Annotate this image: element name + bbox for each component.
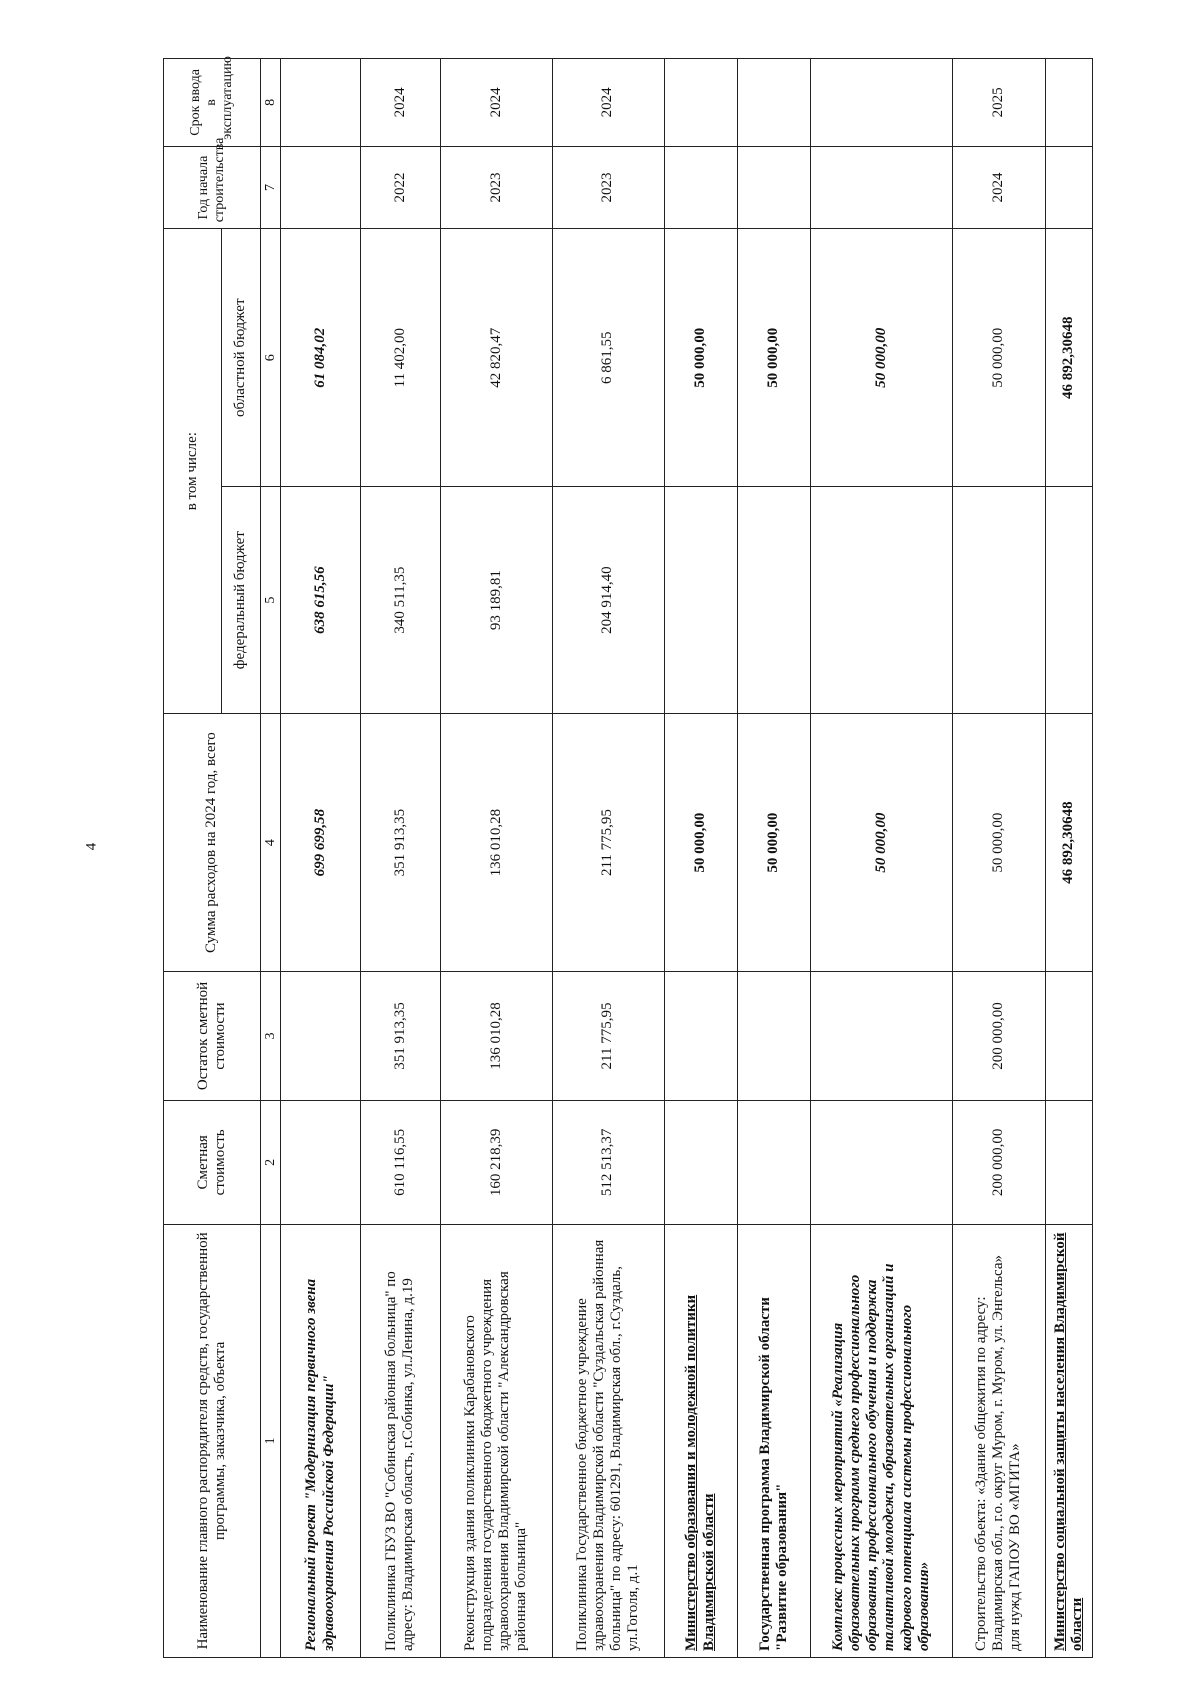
row-estimated-cost: 160 218,39 xyxy=(440,1100,552,1224)
row-name: Региональный проект "Модернизация первичного звена здравоохранения Российской Федерации" xyxy=(281,1224,361,1657)
column-number: 6 xyxy=(260,229,281,487)
row-name: Комплекс процессных мероприятий «Реализация образовательных программ среднего профессионального образования, профессионального обучения и поддержка талантливой молодежи, образовательных организаций и кадрового потенциала системы профессионального образования» xyxy=(810,1224,952,1657)
row-remaining-cost xyxy=(737,972,810,1101)
row-total-2024: 50 000,00 xyxy=(664,714,737,972)
row-regional-budget: 42 820,47 xyxy=(440,229,552,487)
row-regional-budget: 6 861,55 xyxy=(552,229,664,487)
row-federal-budget xyxy=(953,487,1046,714)
row-commissioning-year: 2024 xyxy=(552,59,664,147)
row-remaining-cost: 211 775,95 xyxy=(552,972,664,1101)
row-estimated-cost: 200 000,00 xyxy=(953,1100,1046,1224)
column-number: 3 xyxy=(260,972,281,1101)
table-row xyxy=(737,59,810,1658)
row-total-2024: 351 913,35 xyxy=(361,714,441,972)
column-number: 4 xyxy=(260,714,281,972)
row-federal-budget xyxy=(1045,487,1092,714)
row-start-year xyxy=(1045,146,1092,229)
row-start-year: 2024 xyxy=(953,146,1046,229)
table-row xyxy=(810,59,952,1658)
row-name: Поликлиника Государственное бюджетное учреждение здравоохранения Владимирской области "Суздальская районная больница" по адресу: 601291, Владимирская обл., г.Суздаль, ул.Гоголя, д.1 xyxy=(552,1224,664,1657)
column-number: 8 xyxy=(260,59,281,147)
row-federal-budget: 204 914,40 xyxy=(552,487,664,714)
row-remaining-cost xyxy=(281,972,361,1101)
row-commissioning-year: 2024 xyxy=(361,59,441,147)
row-commissioning-year xyxy=(810,59,952,147)
row-total-2024: 136 010,28 xyxy=(440,714,552,972)
row-commissioning-year: 2025 xyxy=(953,59,1046,147)
row-commissioning-year: 2024 xyxy=(440,59,552,147)
row-regional-budget: 46 892,30648 xyxy=(1045,229,1092,487)
row-start-year: 2023 xyxy=(552,146,664,229)
row-total-2024: 50 000,00 xyxy=(953,714,1046,972)
row-federal-budget xyxy=(664,487,737,714)
row-remaining-cost xyxy=(810,972,952,1101)
header-estimated-cost: Сметная стоимость xyxy=(164,1100,261,1224)
row-start-year xyxy=(737,146,810,229)
column-number: 5 xyxy=(260,487,281,714)
row-name: Министерство образования и молодежной политики Владимирской области xyxy=(664,1224,737,1657)
row-start-year xyxy=(664,146,737,229)
header-federal: федеральный бюджет xyxy=(222,487,261,714)
row-name: Реконструкция здания поликлиники Карабановского подразделения государственного бюджетного учреждения здравоохранения Владимирской области "Александровская районная больница" xyxy=(440,1224,552,1657)
header-start-year: Год начала строительства xyxy=(164,146,261,229)
row-federal-budget xyxy=(737,487,810,714)
row-name: Министерство социальной защиты населения Владимирской области xyxy=(1045,1224,1092,1657)
column-number: 1 xyxy=(260,1224,281,1657)
table-row xyxy=(281,59,361,1658)
row-estimated-cost xyxy=(1045,1100,1092,1224)
row-total-2024: 46 892,30648 xyxy=(1045,714,1092,972)
table-row xyxy=(953,59,1046,1658)
row-federal-budget: 340 511,35 xyxy=(361,487,441,714)
row-estimated-cost xyxy=(810,1100,952,1224)
row-commissioning-year xyxy=(664,59,737,147)
row-name: Строительство объекта: «Здание общежития по адресу: Владимирская обл., г.о. округ Муром, г. Муром, ул. Энгельса» для нужд ГАПОУ ВО «МГИТА» xyxy=(953,1224,1046,1657)
row-remaining-cost: 136 010,28 xyxy=(440,972,552,1101)
row-name: Государственная программа Владимирской области "Развитие образования" xyxy=(737,1224,810,1657)
header-total-2024: Сумма расходов на 2024 год, всего xyxy=(164,714,261,972)
row-name: Поликлиника ГБУЗ ВО "Собинская районная больница" по адресу: Владимирская область, г.Собинка, ул.Ленина, д.19 xyxy=(361,1224,441,1657)
page-number: 4 xyxy=(83,842,100,851)
row-estimated-cost xyxy=(737,1100,810,1224)
header-remaining-cost: Остаток сметной стоимости xyxy=(164,972,261,1101)
row-regional-budget: 50 000,00 xyxy=(737,229,810,487)
row-start-year xyxy=(810,146,952,229)
row-commissioning-year xyxy=(1045,59,1092,147)
row-regional-budget: 50 000,00 xyxy=(664,229,737,487)
row-regional-budget: 11 402,00 xyxy=(361,229,441,487)
row-start-year: 2022 xyxy=(361,146,441,229)
row-estimated-cost xyxy=(664,1100,737,1224)
row-total-2024: 211 775,95 xyxy=(552,714,664,972)
row-regional-budget: 50 000,00 xyxy=(953,229,1046,487)
row-federal-budget: 638 615,56 xyxy=(281,487,361,714)
row-total-2024: 50 000,00 xyxy=(737,714,810,972)
row-federal-budget xyxy=(810,487,952,714)
column-number: 7 xyxy=(260,146,281,229)
row-estimated-cost xyxy=(281,1100,361,1224)
column-number: 2 xyxy=(260,1100,281,1224)
header-name: Наименование главного распорядителя средств, государственной программы, заказчика, объекта xyxy=(164,1224,261,1657)
row-total-2024: 699 699,58 xyxy=(281,714,361,972)
row-commissioning-year xyxy=(281,59,361,147)
table-row xyxy=(440,59,552,1658)
row-federal-budget: 93 189,81 xyxy=(440,487,552,714)
row-remaining-cost: 200 000,00 xyxy=(953,972,1046,1101)
row-remaining-cost xyxy=(664,972,737,1101)
header-regional: областной бюджет xyxy=(222,229,261,487)
row-commissioning-year xyxy=(737,59,810,147)
table-row xyxy=(552,59,664,1658)
row-estimated-cost: 512 513,37 xyxy=(552,1100,664,1224)
row-total-2024: 50 000,00 xyxy=(810,714,952,972)
capital-investment-table xyxy=(163,55,1093,1658)
rotated-table-page xyxy=(163,55,1093,1658)
row-remaining-cost: 351 913,35 xyxy=(361,972,441,1101)
table-row xyxy=(664,59,737,1658)
table-row xyxy=(361,59,441,1658)
row-regional-budget: 50 000,00 xyxy=(810,229,952,487)
row-estimated-cost: 610 116,55 xyxy=(361,1100,441,1224)
row-start-year: 2023 xyxy=(440,146,552,229)
row-start-year xyxy=(281,146,361,229)
row-regional-budget: 61 084,02 xyxy=(281,229,361,487)
header-in-total: в том числе: xyxy=(164,229,222,714)
row-remaining-cost xyxy=(1045,972,1092,1101)
table-row xyxy=(1045,59,1092,1658)
header-commissioning: Срок ввода в эксплуатацию xyxy=(164,59,261,147)
